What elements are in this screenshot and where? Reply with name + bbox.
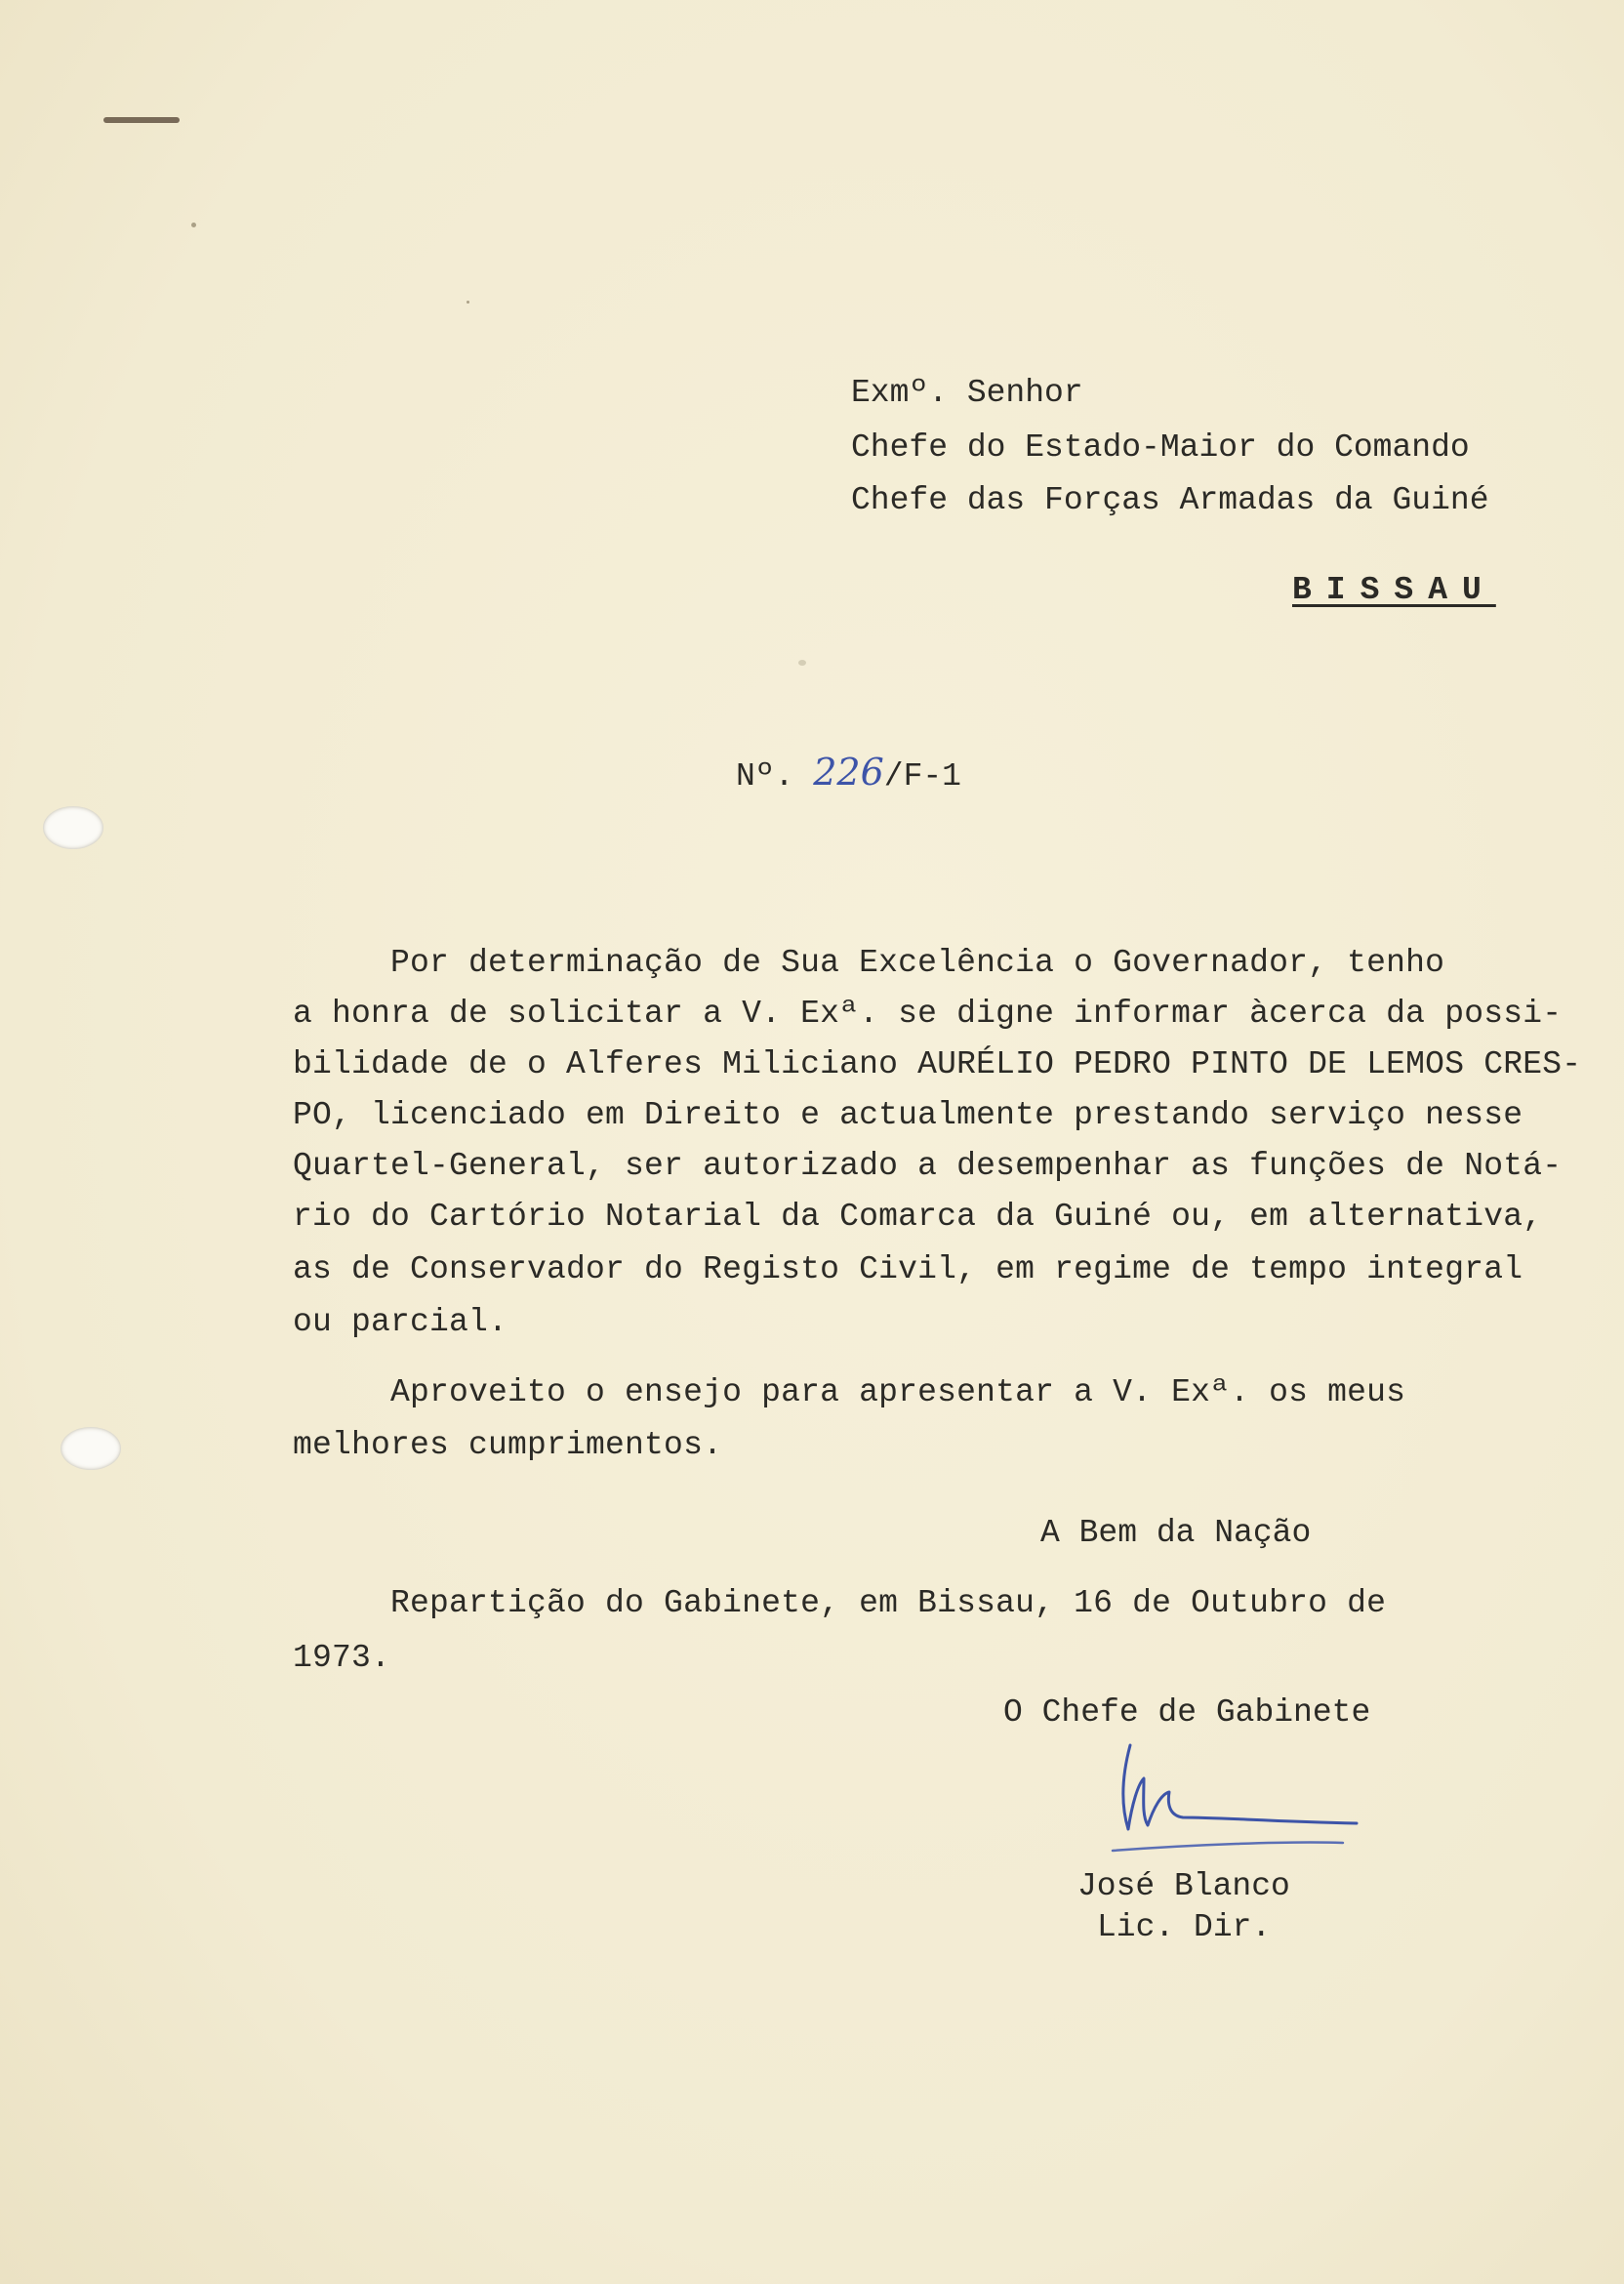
recipient-city: BISSAU (1292, 572, 1496, 608)
reference-prefix: Nº. (736, 758, 794, 795)
paper-speck (467, 301, 469, 304)
body-line: ou parcial. (293, 1304, 508, 1340)
body-line: bilidade de o Alferes Miliciano AURÉLIO PEDRO PINTO DE LEMOS CRES- (293, 1046, 1582, 1082)
place-date-line: Repartição do Gabinete, em Bissau, 16 de Outubro de (293, 1585, 1387, 1621)
body-line: melhores cumprimentos. (293, 1427, 723, 1463)
punch-hole (61, 1427, 121, 1470)
recipient-title-1: Chefe do Estado-Maior do Comando (851, 429, 1470, 466)
ink-mark (103, 117, 180, 123)
signer-degree: Lic. Dir. (1097, 1909, 1272, 1945)
signer-name: José Blanco (1077, 1868, 1290, 1904)
body-line: Aproveito o ensejo para apresentar a V. Exª. os meus (293, 1374, 1406, 1410)
body-line: Por determinação de Sua Excelência o Governador, tenho (293, 945, 1445, 981)
body-line: rio do Cartório Notarial da Comarca da Guiné ou, em alternativa, (293, 1199, 1543, 1235)
reference-handwritten-number: 226 (813, 751, 884, 794)
handwritten-signature (1074, 1735, 1366, 1872)
body-line: PO, licenciado em Direito e actualmente prestando serviço nesse (293, 1097, 1523, 1133)
signer-title: O Chefe de Gabinete (1003, 1694, 1371, 1731)
reference-number (736, 751, 961, 795)
paper-speck (191, 223, 196, 227)
place-date-line: 1973. (293, 1640, 391, 1676)
body-line: Quartel-General, ser autorizado a desempenhar as funções de Notá- (293, 1148, 1563, 1184)
reference-suffix: /F-1 (883, 758, 961, 795)
punch-hole (43, 806, 103, 849)
body-line: a honra de solicitar a V. Exª. se digne informar àcerca da possi- (293, 996, 1563, 1032)
recipient-title-2: Chefe das Forças Armadas da Guiné (851, 482, 1489, 518)
body-line: as de Conservador do Registo Civil, em regime de tempo integral (293, 1251, 1523, 1287)
paper-speck (798, 660, 806, 666)
recipient-salutation: Exmº. Senhor (851, 375, 1083, 411)
closing-salutation: A Bem da Nação (1040, 1515, 1312, 1551)
